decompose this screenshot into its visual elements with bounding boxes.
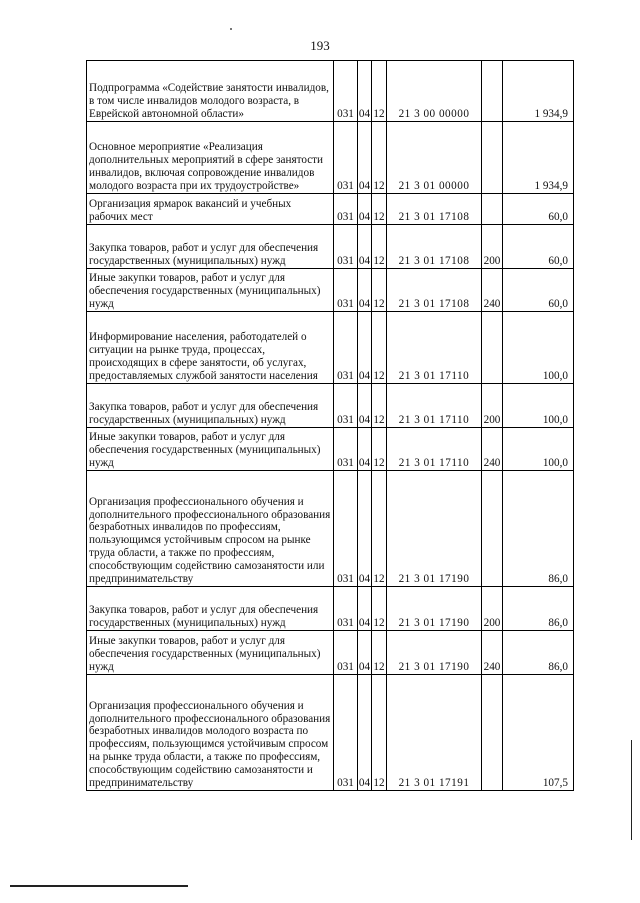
row-admin-code: 031 [334, 384, 358, 428]
row-amount: 60,0 [503, 269, 574, 312]
row-amount: 100,0 [503, 312, 574, 384]
row-name: Закупка товаров, работ и услуг для обеспечения государственных (муниципальных) нужд [87, 587, 334, 631]
row-name: Информирование населения, работодателей о ситуации на рынке труда, процессах, происходящих в сфере занятости, об услугах, предоставляемых службой занятости населения [87, 312, 334, 384]
scan-speck [230, 28, 232, 30]
row-name: Организация профессионального обучения и дополнительного профессионального образования безработных инвалидов по профессиям, пользующимся устойчивым спросом на рынке труда области, а также по профессиям, способствующим содействию самозанятости или предпринимательству [87, 471, 334, 587]
row-expense-type [482, 194, 503, 225]
row-name: Организация профессионального обучения и дополнительного профессионального образования безработных инвалидов молодого возраста по профессиям, пользующимся устойчивым спросом на рынке труда области, а также по профессиям, способствующим содействию самозанятости и предпринимательству [87, 675, 334, 791]
row-admin-code: 031 [334, 428, 358, 471]
row-section-code: 04 [358, 587, 372, 631]
row-target-code: 21 3 01 17110 [387, 428, 482, 471]
table-row [87, 122, 574, 194]
row-target-code: 21 3 01 17110 [387, 312, 482, 384]
row-amount: 60,0 [503, 194, 574, 225]
row-admin-code: 031 [334, 587, 358, 631]
row-target-code: 21 3 01 17108 [387, 269, 482, 312]
row-subsection-code: 12 [372, 631, 387, 675]
row-section-code: 04 [358, 61, 372, 122]
row-target-code: 21 3 01 17108 [387, 225, 482, 269]
row-section-code: 04 [358, 122, 372, 194]
table-row [87, 61, 574, 122]
row-target-code: 21 3 01 00000 [387, 122, 482, 194]
row-amount: 100,0 [503, 428, 574, 471]
row-section-code: 04 [358, 312, 372, 384]
row-admin-code: 031 [334, 61, 358, 122]
row-admin-code: 031 [334, 675, 358, 791]
row-admin-code: 031 [334, 471, 358, 587]
table-row [87, 675, 574, 791]
footnote-rule [10, 885, 188, 887]
page-number: 193 [310, 38, 330, 53]
row-expense-type [482, 471, 503, 587]
table-row [87, 312, 574, 384]
row-name: Иные закупки товаров, работ и услуг для обеспечения государственных (муниципальных) нужд [87, 631, 334, 675]
row-subsection-code: 12 [372, 312, 387, 384]
row-admin-code: 031 [334, 225, 358, 269]
row-name: Основное мероприятие «Реализация дополнительных мероприятий в сфере занятости инвалидов, включая сопровождение инвалидов молодого возраста при их трудоустройстве» [87, 122, 334, 194]
row-section-code: 04 [358, 194, 372, 225]
row-expense-type [482, 675, 503, 791]
row-target-code: 21 3 01 17191 [387, 675, 482, 791]
row-subsection-code: 12 [372, 225, 387, 269]
row-amount: 1 934,9 [503, 122, 574, 194]
table-row [87, 194, 574, 225]
row-amount: 86,0 [503, 471, 574, 587]
row-expense-type: 200 [482, 384, 503, 428]
table-row [87, 269, 574, 312]
row-section-code: 04 [358, 631, 372, 675]
row-name: Подпрограмма «Содействие занятости инвалидов, в том числе инвалидов молодого возраста, в Еврейской автономной области» [87, 61, 334, 122]
row-section-code: 04 [358, 384, 372, 428]
row-subsection-code: 12 [372, 471, 387, 587]
row-name: Закупка товаров, работ и услуг для обеспечения государственных (муниципальных) нужд [87, 384, 334, 428]
row-section-code: 04 [358, 269, 372, 312]
budget-table [86, 60, 574, 791]
row-expense-type [482, 61, 503, 122]
row-subsection-code: 12 [372, 428, 387, 471]
row-section-code: 04 [358, 675, 372, 791]
row-amount: 100,0 [503, 384, 574, 428]
table-row [87, 471, 574, 587]
row-admin-code: 031 [334, 122, 358, 194]
table-row [87, 384, 574, 428]
row-expense-type [482, 312, 503, 384]
row-name: Иные закупки товаров, работ и услуг для обеспечения государственных (муниципальных) нужд [87, 269, 334, 312]
row-amount: 107,5 [503, 675, 574, 791]
row-subsection-code: 12 [372, 61, 387, 122]
row-name: Организация ярмарок вакансий и учебных рабочих мест [87, 194, 334, 225]
row-admin-code: 031 [334, 269, 358, 312]
row-subsection-code: 12 [372, 194, 387, 225]
row-section-code: 04 [358, 225, 372, 269]
row-amount: 1 934,9 [503, 61, 574, 122]
row-expense-type [482, 122, 503, 194]
row-target-code: 21 3 01 17110 [387, 384, 482, 428]
row-subsection-code: 12 [372, 587, 387, 631]
row-name: Закупка товаров, работ и услуг для обеспечения государственных (муниципальных) нужд [87, 225, 334, 269]
scan-margin-line [631, 740, 632, 840]
row-subsection-code: 12 [372, 384, 387, 428]
row-target-code: 21 3 01 17190 [387, 471, 482, 587]
row-target-code: 21 3 01 17190 [387, 631, 482, 675]
row-target-code: 21 3 01 17108 [387, 194, 482, 225]
row-subsection-code: 12 [372, 675, 387, 791]
row-expense-type: 200 [482, 225, 503, 269]
row-section-code: 04 [358, 471, 372, 587]
row-target-code: 21 3 00 00000 [387, 61, 482, 122]
row-name: Иные закупки товаров, работ и услуг для обеспечения государственных (муниципальных) нужд [87, 428, 334, 471]
row-target-code: 21 3 01 17190 [387, 587, 482, 631]
row-admin-code: 031 [334, 194, 358, 225]
row-admin-code: 031 [334, 631, 358, 675]
row-expense-type: 240 [482, 428, 503, 471]
table-row [87, 631, 574, 675]
row-expense-type: 240 [482, 269, 503, 312]
row-subsection-code: 12 [372, 269, 387, 312]
row-admin-code: 031 [334, 312, 358, 384]
row-subsection-code: 12 [372, 122, 387, 194]
table-row [87, 428, 574, 471]
row-expense-type: 240 [482, 631, 503, 675]
row-expense-type: 200 [482, 587, 503, 631]
table-row [87, 587, 574, 631]
row-amount: 86,0 [503, 631, 574, 675]
row-section-code: 04 [358, 428, 372, 471]
table-row [87, 225, 574, 269]
row-amount: 86,0 [503, 587, 574, 631]
row-amount: 60,0 [503, 225, 574, 269]
